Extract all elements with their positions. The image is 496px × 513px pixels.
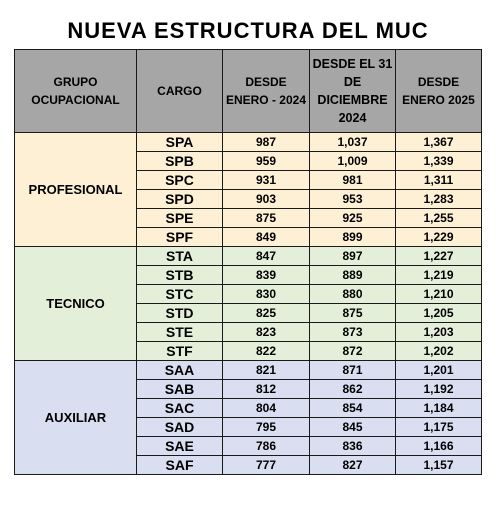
desde-enero-2025-cell: 1,227 [396, 247, 482, 266]
desde-enero-2024-cell: 875 [223, 209, 310, 228]
header-desde-enero-2025: DESDE ENERO 2025 [396, 50, 482, 133]
desde-enero-2024-cell: 847 [223, 247, 310, 266]
salary-table [14, 49, 482, 475]
desde-31-dic-2024-cell: 836 [310, 437, 396, 456]
table-row [15, 133, 482, 152]
cargo-cell: SAF [137, 456, 223, 475]
desde-31-dic-2024-cell: 873 [310, 323, 396, 342]
desde-enero-2024-cell: 931 [223, 171, 310, 190]
desde-enero-2024-cell: 795 [223, 418, 310, 437]
cargo-cell: STB [137, 266, 223, 285]
desde-enero-2025-cell: 1,229 [396, 228, 482, 247]
cargo-cell: SAB [137, 380, 223, 399]
desde-31-dic-2024-cell: 872 [310, 342, 396, 361]
table-header-row [15, 50, 482, 133]
header-desde-enero-2024: DESDE ENERO - 2024 [223, 50, 310, 133]
desde-enero-2025-cell: 1,202 [396, 342, 482, 361]
desde-enero-2025-cell: 1,205 [396, 304, 482, 323]
desde-enero-2025-cell: 1,210 [396, 285, 482, 304]
cargo-cell: SPD [137, 190, 223, 209]
desde-enero-2025-cell: 1,367 [396, 133, 482, 152]
table-row [15, 247, 482, 266]
cargo-cell: STA [137, 247, 223, 266]
group-name-cell: PROFESIONAL [15, 133, 137, 247]
desde-enero-2025-cell: 1,255 [396, 209, 482, 228]
desde-enero-2025-cell: 1,201 [396, 361, 482, 380]
desde-enero-2024-cell: 839 [223, 266, 310, 285]
desde-enero-2025-cell: 1,339 [396, 152, 482, 171]
desde-enero-2024-cell: 823 [223, 323, 310, 342]
desde-31-dic-2024-cell: 889 [310, 266, 396, 285]
cargo-cell: SPE [137, 209, 223, 228]
group-name-cell: TECNICO [15, 247, 137, 361]
cargo-cell: STF [137, 342, 223, 361]
desde-enero-2024-cell: 777 [223, 456, 310, 475]
desde-31-dic-2024-cell: 897 [310, 247, 396, 266]
desde-31-dic-2024-cell: 1,037 [310, 133, 396, 152]
desde-enero-2024-cell: 987 [223, 133, 310, 152]
cargo-cell: SPB [137, 152, 223, 171]
desde-enero-2024-cell: 812 [223, 380, 310, 399]
desde-enero-2025-cell: 1,175 [396, 418, 482, 437]
desde-enero-2025-cell: 1,192 [396, 380, 482, 399]
desde-31-dic-2024-cell: 827 [310, 456, 396, 475]
desde-31-dic-2024-cell: 862 [310, 380, 396, 399]
cargo-cell: STE [137, 323, 223, 342]
header-cargo: CARGO [137, 50, 223, 133]
desde-enero-2024-cell: 830 [223, 285, 310, 304]
desde-enero-2024-cell: 822 [223, 342, 310, 361]
desde-enero-2024-cell: 786 [223, 437, 310, 456]
desde-enero-2025-cell: 1,203 [396, 323, 482, 342]
header-desde-31-dic-2024: DESDE EL 31 DE DICIEMBRE 2024 [310, 50, 396, 133]
desde-31-dic-2024-cell: 1,009 [310, 152, 396, 171]
desde-enero-2024-cell: 821 [223, 361, 310, 380]
desde-enero-2025-cell: 1,166 [396, 437, 482, 456]
desde-enero-2025-cell: 1,283 [396, 190, 482, 209]
desde-31-dic-2024-cell: 875 [310, 304, 396, 323]
page-title: NUEVA ESTRUCTURA DEL MUC [67, 18, 429, 43]
desde-enero-2025-cell: 1,219 [396, 266, 482, 285]
desde-31-dic-2024-cell: 925 [310, 209, 396, 228]
desde-31-dic-2024-cell: 871 [310, 361, 396, 380]
cargo-cell: SAE [137, 437, 223, 456]
desde-enero-2024-cell: 825 [223, 304, 310, 323]
cargo-cell: SAD [137, 418, 223, 437]
cargo-cell: SAA [137, 361, 223, 380]
cargo-cell: SPF [137, 228, 223, 247]
desde-enero-2025-cell: 1,157 [396, 456, 482, 475]
desde-31-dic-2024-cell: 953 [310, 190, 396, 209]
desde-enero-2024-cell: 959 [223, 152, 310, 171]
desde-31-dic-2024-cell: 845 [310, 418, 396, 437]
cargo-cell: SAC [137, 399, 223, 418]
desde-31-dic-2024-cell: 854 [310, 399, 396, 418]
group-name-cell: AUXILIAR [15, 361, 137, 475]
cargo-cell: STC [137, 285, 223, 304]
desde-31-dic-2024-cell: 899 [310, 228, 396, 247]
desde-31-dic-2024-cell: 880 [310, 285, 396, 304]
table-row [15, 361, 482, 380]
cargo-cell: STD [137, 304, 223, 323]
desde-enero-2024-cell: 903 [223, 190, 310, 209]
cargo-cell: SPC [137, 171, 223, 190]
desde-enero-2025-cell: 1,311 [396, 171, 482, 190]
desde-enero-2025-cell: 1,184 [396, 399, 482, 418]
header-group: GRUPO OCUPACIONAL [15, 50, 137, 133]
desde-enero-2024-cell: 804 [223, 399, 310, 418]
desde-31-dic-2024-cell: 981 [310, 171, 396, 190]
table-body [15, 133, 482, 475]
desde-enero-2024-cell: 849 [223, 228, 310, 247]
cargo-cell: SPA [137, 133, 223, 152]
